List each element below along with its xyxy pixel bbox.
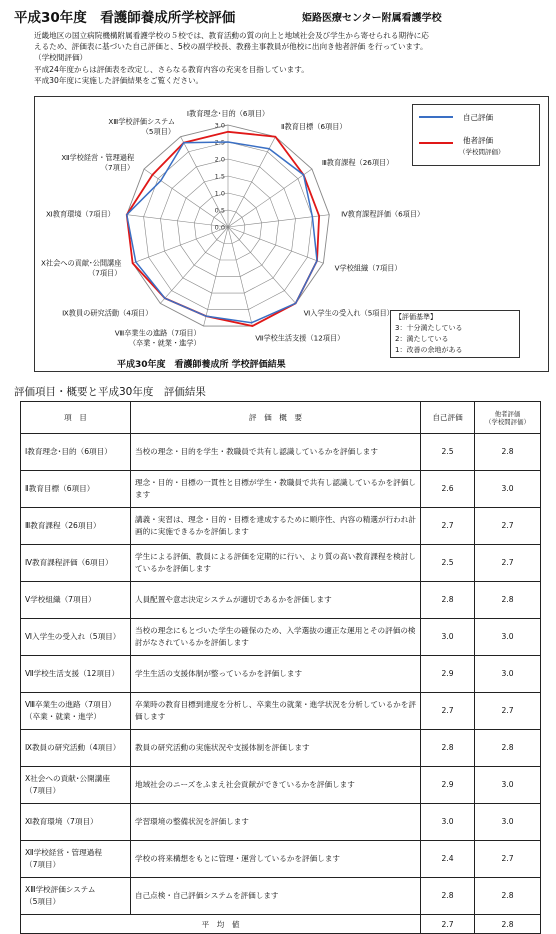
- row-other-score: 3.0: [475, 619, 541, 656]
- row-summary: 学生生活の支援体制が整っているかを評価します: [131, 656, 421, 693]
- row-other-score: 2.7: [475, 841, 541, 878]
- table-row: [21, 693, 541, 730]
- row-item-line: Ⅸ教員の研究活動（4項目）: [25, 743, 121, 752]
- school-name: 姫路医療センター附属看護学校: [302, 13, 442, 24]
- row-other-score: 2.8: [475, 434, 541, 471]
- row-self-score: 2.7: [421, 508, 475, 545]
- row-summary: 学習環境の整備状況を評価します: [131, 804, 421, 841]
- row-self-score: 2.8: [421, 878, 475, 915]
- row-self-score: 3.0: [421, 804, 475, 841]
- header-summary: 評 価 概 要: [131, 402, 421, 434]
- row-summary: 人員配置や意志決定システムが適切であるかを評価します: [131, 582, 421, 619]
- table-row: [21, 878, 541, 915]
- row-summary: 当校の理念にもとづいた学生の確保のため、入学選抜の適正な運用とその評価の検討がなされているかを評価します: [131, 619, 421, 656]
- legend-label-self: 自己評価: [463, 113, 493, 122]
- row-item: [21, 545, 131, 582]
- row-other-score: 2.7: [475, 693, 541, 730]
- row-self-score: 2.4: [421, 841, 475, 878]
- row-summary: 学校の将来構想をもとに管理・運営しているかを評価します: [131, 841, 421, 878]
- row-self-score: 2.6: [421, 471, 475, 508]
- average-label: 平 均 値: [21, 915, 421, 934]
- axis-label: Ⅻ学校経営・管理過程: [61, 153, 135, 163]
- header-self: 自己評価: [421, 402, 475, 434]
- row-other-score: 2.8: [475, 730, 541, 767]
- row-summary: 当校の理念・目的を学生・教職員で共有し認識しているかを評価します: [131, 434, 421, 471]
- row-item-line: （7項目）: [25, 860, 61, 869]
- header-other: [475, 402, 541, 434]
- row-item: [21, 508, 131, 545]
- row-item: [21, 619, 131, 656]
- row-summary: 教員の研究活動の実施状況や支援体制を評価します: [131, 730, 421, 767]
- table-row: [21, 619, 541, 656]
- table-row: [21, 767, 541, 804]
- average-self: 2.7: [421, 915, 475, 934]
- header-item: 項 目: [21, 402, 131, 434]
- row-item-line: Ⅱ教育目標（6項目）: [25, 484, 95, 493]
- axis-label: ⅩⅢ学校評価システム: [108, 117, 176, 127]
- axis-label: Ⅵ入学生の受入れ（5項目）: [303, 308, 394, 318]
- table-row: [21, 730, 541, 767]
- tick-label: 0.0: [214, 223, 225, 232]
- row-item: [21, 767, 131, 804]
- row-item-line: Ⅵ入学生の受入れ（5項目）: [25, 632, 121, 641]
- intro-line: 近畿地区の国立病院機構附属看護学校の５校では、教育活動の質の向上と地域社会及び学生から寄せられる期待に応: [34, 31, 429, 40]
- row-item: [21, 693, 131, 730]
- chart-legend: [412, 104, 540, 166]
- row-item: [21, 841, 131, 878]
- row-other-score: 3.0: [475, 767, 541, 804]
- evaluation-criteria: [390, 310, 520, 358]
- criteria-item: 1：改善の余地がある: [395, 346, 463, 354]
- row-summary: 講義・実習は、理念・目的・目標を達成するために順序性、内容の精選が行われ計画的に実施できるかを評価します: [131, 508, 421, 545]
- tick-label: 1.0: [214, 189, 225, 198]
- section-title: 評価項目・概要と平成30年度 評価結果: [14, 386, 206, 398]
- tick-label: 2.0: [214, 155, 225, 164]
- criteria-item: 3：十分満たしている: [395, 324, 463, 332]
- row-self-score: 2.7: [421, 693, 475, 730]
- row-summary: 自己点検・自己評価システムを評価します: [131, 878, 421, 915]
- tick-label: 3.0: [214, 121, 225, 130]
- intro-line: （学校間評価）: [34, 53, 88, 63]
- row-summary: 卒業時の教育目標到達度を分析し、卒業生の就業・進学状況を分析しているかを評価します: [131, 693, 421, 730]
- grid-spoke: [228, 227, 296, 303]
- tick-label: 2.5: [214, 138, 225, 147]
- row-summary: 理念・目的・目標の一貫性と目標が学生・教職員で共有し認識しているかを評価します: [131, 471, 421, 508]
- row-self-score: 2.9: [421, 767, 475, 804]
- row-item: [21, 656, 131, 693]
- row-other-score: 3.0: [475, 471, 541, 508]
- criteria-item: 2：満たしている: [395, 335, 449, 343]
- axis-label: Ⅳ教育課程評価（6項目）: [341, 209, 425, 219]
- legend-graphic: [413, 105, 539, 165]
- table-row: [21, 841, 541, 878]
- table-row: [21, 582, 541, 619]
- row-item: [21, 878, 131, 915]
- row-item-line: Ⅲ教育課程（26項目）: [25, 521, 101, 530]
- row-item: [21, 582, 131, 619]
- axis-label: （7項目）: [88, 268, 122, 278]
- row-item-line: （7項目）: [25, 786, 61, 795]
- intro-line: 平成30年度に実施した評価結果をご覧ください。: [34, 75, 204, 85]
- average-row: [21, 915, 541, 934]
- legend-label-other: 他者評価: [463, 136, 493, 145]
- row-other-score: 3.0: [475, 804, 541, 841]
- row-item-line: Ⅻ学校経営・管理過程: [25, 848, 102, 857]
- row-summary: 学生による評価、教員による評価を定期的に行い、より質の高い教育課程を検討しているかを評価します: [131, 545, 421, 582]
- radar-chart-box: [34, 96, 549, 372]
- axis-label: Ⅺ教育環境（7項目）: [46, 209, 115, 219]
- row-item-line: Ⅰ教育理念･目的（6項目）: [25, 447, 112, 456]
- row-item-line: ⅩⅢ学校評価システム: [25, 885, 96, 894]
- axis-label: Ⅸ教員の研究活動（4項目）: [62, 308, 153, 318]
- row-item-line: （卒業・就業・進学）: [25, 712, 101, 721]
- intro-line: えるため、評価表に基づいた自己評価と、5校の副学校長、教務主事教員が他校に出向き他者評価 を行っています。: [34, 42, 428, 52]
- average-other: 2.8: [475, 915, 541, 934]
- row-summary: 地域社会のニーズをふまえ社会貢献ができているかを評価します: [131, 767, 421, 804]
- row-other-score: 3.0: [475, 656, 541, 693]
- axis-label: Ⅱ教育目標（6項目）: [280, 122, 347, 132]
- row-item-line: Ⅳ教育課程評価（6項目）: [25, 558, 113, 567]
- row-self-score: 2.8: [421, 582, 475, 619]
- axis-label: Ⅰ教育理念･目的（6項目）: [186, 109, 270, 118]
- row-other-score: 2.7: [475, 545, 541, 582]
- table-row: [21, 434, 541, 471]
- row-self-score: 2.5: [421, 434, 475, 471]
- row-item-line: （5項目）: [25, 897, 61, 906]
- intro-line: 平成24年度からは評価表を改定し、さらなる教育内容の充実を目指しています。: [34, 64, 309, 74]
- row-item-line: Ⅶ学校生活支援（12項目）: [25, 669, 120, 678]
- grid-spoke: [160, 227, 228, 303]
- table-row: [21, 508, 541, 545]
- row-item: [21, 730, 131, 767]
- row-other-score: 2.8: [475, 878, 541, 915]
- row-self-score: 2.5: [421, 545, 475, 582]
- tick-label: 0.5: [214, 206, 225, 215]
- axis-label: （7項目）: [100, 163, 135, 173]
- results-table: [20, 401, 541, 934]
- row-other-score: 2.8: [475, 582, 541, 619]
- row-item-line: Ⅹ社会への貢献･公開講座: [25, 774, 110, 783]
- row-self-score: 2.9: [421, 656, 475, 693]
- table-row: [21, 804, 541, 841]
- axis-label: Ⅴ学校組織（7項目）: [334, 263, 402, 273]
- row-item: [21, 804, 131, 841]
- row-item-line: Ⅷ卒業生の進路（7項目）: [25, 700, 116, 709]
- row-item: [21, 434, 131, 471]
- axis-label: Ⅶ学校生活支援（12項目）: [255, 333, 345, 343]
- row-self-score: 2.8: [421, 730, 475, 767]
- table-row: [21, 656, 541, 693]
- chart-title: 平成30年度 看護師養成所 学校評価結果: [117, 360, 286, 370]
- axis-label: （5項目）: [141, 127, 176, 137]
- criteria-title: 【評価基準】: [395, 313, 437, 321]
- row-other-score: 2.7: [475, 508, 541, 545]
- table-row: [21, 471, 541, 508]
- tick-label: 1.5: [214, 172, 225, 181]
- axis-label: Ⅷ卒業生の進路（7項目）: [114, 328, 201, 338]
- legend-label-other-sub: （学校間評価）: [459, 148, 505, 156]
- grid-spoke: [228, 137, 275, 227]
- row-self-score: 3.0: [421, 619, 475, 656]
- table-row: [21, 545, 541, 582]
- row-item: [21, 471, 131, 508]
- header-other-line: 他者評価: [494, 409, 521, 418]
- intro-text: [34, 30, 539, 86]
- axis-label: Ⅲ教育課程（26項目）: [321, 158, 394, 168]
- table-header-row: [21, 402, 541, 434]
- axis-label: Ⅹ社会への貢献･公開講座: [41, 258, 122, 268]
- row-item-line: Ⅺ教育環境（7項目）: [25, 817, 98, 826]
- page-title: 平成30年度 看護師養成所学校評価: [14, 10, 236, 26]
- row-item-line: Ⅴ学校組織（7項目）: [25, 595, 96, 604]
- header-other-line: （学校間評価）: [485, 417, 530, 426]
- axis-label: （卒業・就業・進学）: [128, 338, 201, 348]
